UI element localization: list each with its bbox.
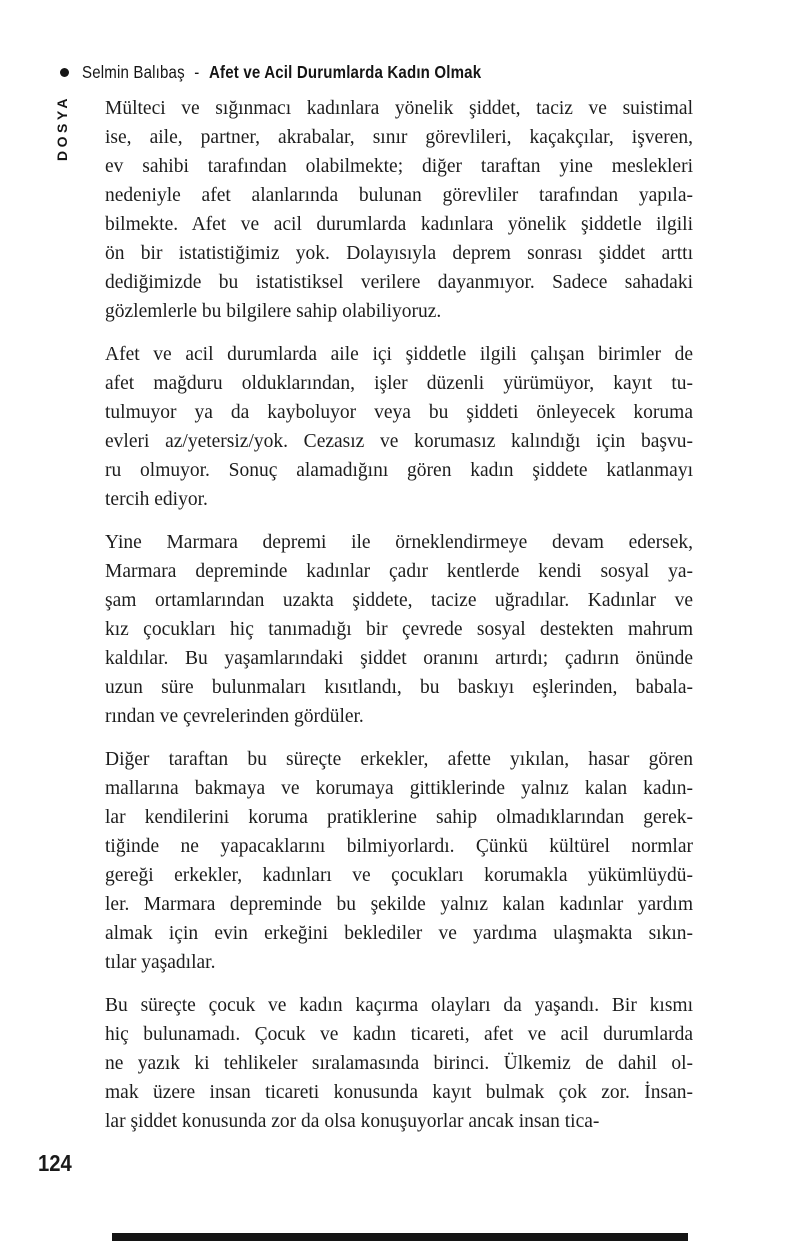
- text-line: Marmara depreminde kadınlar çadır kentlerde kendi sosyal ya-: [105, 561, 693, 582]
- text-line: uzun süre bulunmaları kısıtlandı, bu baskıyı eşlerinden, babala-: [105, 677, 693, 698]
- page-header: [60, 62, 546, 83]
- header-separator: -: [194, 62, 200, 82]
- paragraph: [105, 340, 693, 514]
- text-line: mallarına bakmaya ve korumaya gittiklerinde yalnız kalan kadın-: [105, 778, 693, 799]
- text-line: kız çocukları hiç tanımadığı bir çevrede sosyal destekten mahrum: [105, 619, 693, 640]
- text-line: ru olmuyor. Sonuç alamadığını gören kadın şiddete katlanmayı: [105, 460, 693, 481]
- text-line: Mülteci ve sığınmacı kadınlara yönelik şiddet, taciz ve suistimal: [105, 98, 693, 119]
- header-text: [82, 62, 481, 83]
- text-line: ise, aile, partner, akrabalar, sınır görevlileri, kaçakçılar, işveren,: [105, 127, 693, 148]
- text-line: Diğer taraftan bu süreçte erkekler, afette yıkılan, hasar gören: [105, 749, 693, 770]
- text-line: Yine Marmara depremi ile örneklendirmeye devam edersek,: [105, 532, 693, 553]
- text-line: tılar yaşadılar.: [105, 952, 216, 973]
- paragraph: [105, 745, 693, 977]
- bullet-icon: [60, 68, 69, 77]
- text-line: hiç bulunamadı. Çocuk ve kadın ticareti, afet ve acil durumlarda: [105, 1024, 693, 1045]
- text-line: tulmuyor ya da kayboluyor veya bu şiddeti önleyecek koruma: [105, 402, 693, 423]
- text-line: rından ve çevrelerinden gördüler.: [105, 706, 364, 727]
- text-line: Afet ve acil durumlarda aile içi şiddetle ilgili çalışan birimler de: [105, 344, 693, 365]
- paragraph: [105, 528, 693, 731]
- paragraph: [105, 991, 693, 1136]
- text-line: almak için evin erkeğini beklediler ve yardıma ulaşmakta sıkın-: [105, 923, 693, 944]
- text-line: gereği erkekler, kadınları ve çocukları korumakla yükümlüydü-: [105, 865, 693, 886]
- text-line: şam ortamlarından uzakta şiddete, tacize uğradılar. Kadınlar ve: [105, 590, 693, 611]
- text-line: gözlemlerle bu bilgilere sahip olabiliyoruz.: [105, 301, 442, 322]
- text-line: bilmekte. Afet ve acil durumlarda kadınlara yönelik şiddetle ilgili: [105, 214, 693, 235]
- text-line: dediğimizde bu istatistiksel verilere dayanmıyor. Sadece sahadaki: [105, 272, 693, 293]
- text-line: afet mağduru olduklarından, işler düzenli yürümüyor, kayıt tu-: [105, 373, 693, 394]
- text-line: ne yazık ki tehlikeler sıralamasında birinci. Ülkemiz de dahil ol-: [105, 1053, 693, 1074]
- text-line: tercih ediyor.: [105, 489, 208, 510]
- paragraph: [105, 94, 693, 326]
- text-line: ön bir istatistiğimiz yok. Dolayısıyla deprem sonrası şiddet arttı: [105, 243, 693, 264]
- bottom-edge-bar: [112, 1233, 688, 1241]
- text-line: evleri az/yetersiz/yok. Cezasız ve korumasız kalındığı için başvu-: [105, 431, 693, 452]
- text-line: mak üzere insan ticareti konusunda kayıt bulmak çok zor. İnsan-: [105, 1082, 693, 1103]
- text-line: nedeniyle afet alanlarında bulunan görevliler tarafından yapıla-: [105, 185, 693, 206]
- text-line: lar kendilerini koruma pratiklerine sahip olmadıklarından gerek-: [105, 807, 693, 828]
- text-line: kaldılar. Bu yaşamlarındaki şiddet oranını artırdı; çadırın önünde: [105, 648, 693, 669]
- page-number: 124: [38, 1150, 72, 1176]
- text-line: Bu süreçte çocuk ve kadın kaçırma olayları da yaşandı. Bir kısmı: [105, 995, 693, 1016]
- side-label-dosya: DOSYA: [54, 95, 70, 162]
- header-author: Selmin Balıbaş: [82, 62, 185, 82]
- header-chapter-title: Afet ve Acil Durumlarda Kadın Olmak: [209, 62, 482, 82]
- text-line: ev sahibi tarafından olabilmekte; diğer taraftan yine meslekleri: [105, 156, 693, 177]
- text-line: ler. Marmara depreminde bu şekilde yalnız kalan kadınlar yardım: [105, 894, 693, 915]
- text-line: lar şiddet konusunda zor da olsa konuşuyorlar ancak insan tica-: [105, 1111, 600, 1132]
- text-line: tiğinde ne yapacaklarını bilmiyorlardı. Çünkü kültürel normlar: [105, 836, 693, 857]
- body-text: [105, 94, 693, 1150]
